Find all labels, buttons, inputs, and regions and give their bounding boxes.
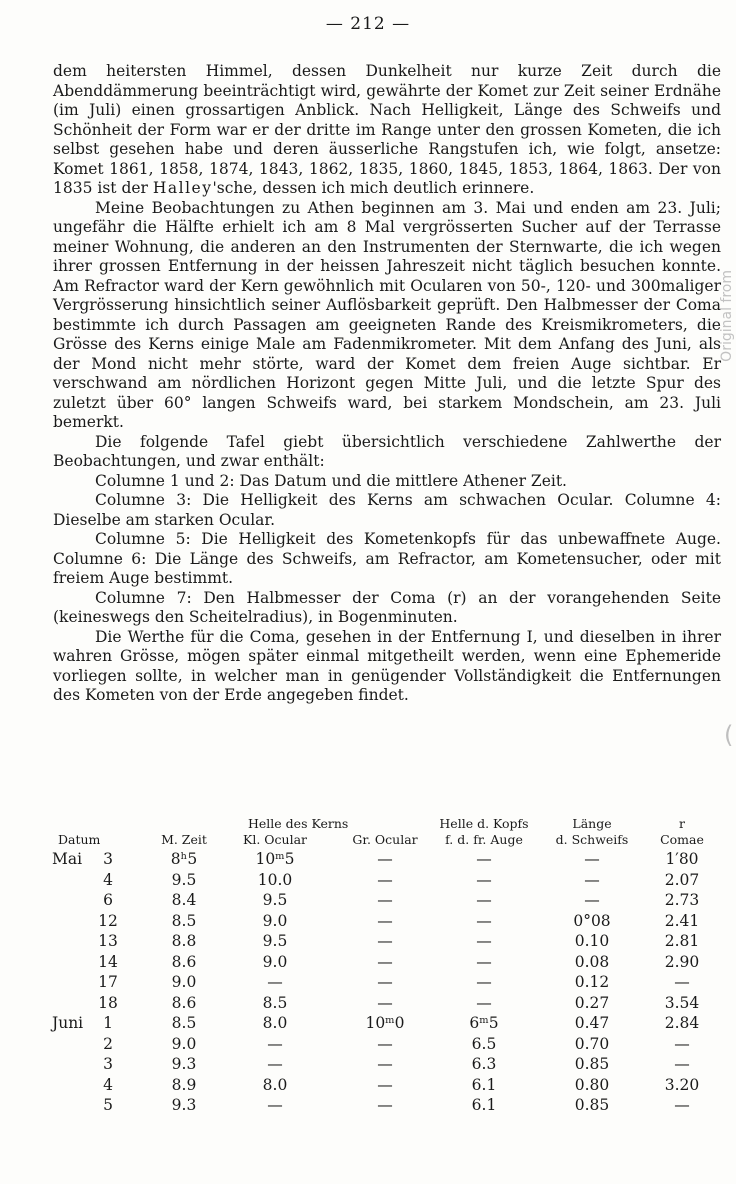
time-cell: 8.4 xyxy=(171,891,197,909)
kopf-cell: 6.3 xyxy=(471,1055,497,1073)
side-note: Original from xyxy=(719,270,735,362)
table-row xyxy=(42,1096,722,1117)
edge-mark: ( xyxy=(724,721,734,749)
text-segment: Die folgende Tafel giebt übersichtlich verschiedene Zahlwerthe der Beobachtungen, und zwar enthält: xyxy=(53,432,721,470)
header-r: r xyxy=(679,816,685,831)
time-cell: 9.0 xyxy=(171,973,197,991)
table-row xyxy=(42,994,722,1015)
table-row xyxy=(42,1014,722,1035)
table-row xyxy=(42,932,722,953)
gr-ocular-cell: — xyxy=(377,952,393,971)
date-day: 1 xyxy=(103,1014,113,1032)
kopf-cell: — xyxy=(476,850,492,868)
date-day: 3 xyxy=(103,1055,113,1073)
text-segment: Die Werthe für die Coma, gesehen in der Entfernung I, und dieselben in ihrer wahren Grösse, mögen später einmal mitgetheilt werden, wenn eine Ephemeride vorliegen sollte, in welcher man in genügender Vollständigkeit die Entfernungen des Kometen von der Erde angegeben findet. xyxy=(53,627,721,704)
gr-ocular-cell: 10ᵐ0 xyxy=(365,1014,405,1032)
schweif-cell: — xyxy=(584,870,600,889)
time-cell: 8.5 xyxy=(171,911,197,930)
date-month: Juni xyxy=(52,1014,84,1032)
table-header xyxy=(42,812,722,850)
header-laenge: Länge xyxy=(572,816,612,831)
schweif-cell: 0°08 xyxy=(573,911,611,930)
paragraph xyxy=(53,433,721,472)
paragraph xyxy=(53,628,721,706)
time-cell: 9.0 xyxy=(171,1034,197,1053)
header-kopf-sub: f. d. fr. Auge xyxy=(445,832,523,847)
time-cell: 8.6 xyxy=(171,993,197,1012)
header-kerns-group: Helle des Kerns xyxy=(248,816,349,831)
date-day: 6 xyxy=(103,891,113,909)
schweif-cell: 0.47 xyxy=(574,1014,610,1032)
header-kl-ocular: Kl. Ocular xyxy=(242,832,307,847)
kopf-cell: — xyxy=(476,993,492,1012)
date-day: 13 xyxy=(98,932,118,950)
kl-ocular-cell: 8.0 xyxy=(262,1014,288,1032)
coma-cell: 2.84 xyxy=(664,1014,700,1032)
header-zeit: M. Zeit xyxy=(161,832,207,847)
time-cell: 9.5 xyxy=(171,870,197,889)
coma-cell: 2.41 xyxy=(664,911,700,930)
header-datum: Datum xyxy=(58,832,101,847)
kl-ocular-cell: 9.5 xyxy=(262,891,288,909)
date-day: 14 xyxy=(98,952,118,971)
text-segment: Columne 5: Die Helligkeit des Kometenkopfs für das unbewaffnete Auge. Columne 6: Die Länge des Schweifs, am Refractor, am Kometensucher, oder mit freiem Auge bestimmt. xyxy=(53,530,721,587)
date-day: 2 xyxy=(103,1034,113,1053)
kl-ocular-cell: 8.0 xyxy=(262,1075,288,1094)
kopf-cell: 6ᵐ5 xyxy=(469,1014,499,1032)
schweif-cell: 0.85 xyxy=(574,1096,610,1114)
table-row xyxy=(42,891,722,912)
observation-table xyxy=(42,812,722,1117)
time-cell: 9.3 xyxy=(171,1055,197,1073)
kl-ocular-cell: 9.0 xyxy=(262,911,288,930)
text-segment: 'sche, dessen ich mich deutlich erinnere. xyxy=(212,179,535,197)
gr-ocular-cell: — xyxy=(377,1075,393,1094)
time-cell: 8ʰ5 xyxy=(170,850,198,868)
kopf-cell: — xyxy=(476,973,492,991)
schweif-cell: 0.08 xyxy=(574,952,610,971)
gr-ocular-cell: — xyxy=(377,911,393,930)
table-row xyxy=(42,912,722,933)
schweif-cell: 0.27 xyxy=(574,993,610,1012)
schweif-cell: — xyxy=(584,850,600,868)
table-row xyxy=(42,850,722,871)
coma-cell: — xyxy=(674,1096,690,1114)
body-text xyxy=(53,62,721,706)
gr-ocular-cell: — xyxy=(377,973,393,991)
schweif-cell: 0.10 xyxy=(574,932,610,950)
kopf-cell: 6.5 xyxy=(471,1034,497,1053)
kopf-cell: — xyxy=(476,911,492,930)
table-row xyxy=(42,973,722,994)
text-segment: dem heitersten Himmel, dessen Dunkelheit nur kurze Zeit durch die Abenddämmerung beeinträchtigt wird, gewährte der Komet zur Zeit seiner Erdnähe (im Juli) einen grossartigen Anblick. Nach Helligkeit, Länge des Schweifs und Schönheit der Form war er der dritte im Range unter den grossen Kometen, die ich selbst gesehen habe und deren äusserliche Rangstufen ich, wie folgt, ansetze: Komet 1861, 1858, 1874, 1843, 1862, 1835, 1860, 1845, 1853, 1864, 1863. Der von 1835 ist der xyxy=(53,62,721,197)
kl-ocular-cell: — xyxy=(267,1055,283,1073)
gr-ocular-cell: — xyxy=(377,850,393,868)
date-day: 3 xyxy=(103,850,113,868)
coma-cell: — xyxy=(674,973,690,991)
time-cell: 8.8 xyxy=(171,932,197,950)
kl-ocular-cell: 9.0 xyxy=(262,952,288,971)
coma-cell: 2.90 xyxy=(664,952,700,971)
paragraph xyxy=(53,62,721,199)
table-row xyxy=(42,871,722,892)
coma-cell: — xyxy=(674,1034,690,1053)
text-segment: Columne 3: Die Helligkeit des Kerns am schwachen Ocular. Columne 4: Dieselbe am starken Ocular. xyxy=(53,491,721,529)
coma-cell: 3.20 xyxy=(664,1075,700,1094)
time-cell: 8.5 xyxy=(171,1014,197,1032)
spaced-name: Halley xyxy=(152,179,213,197)
coma-cell: 2.73 xyxy=(664,891,700,909)
date-day: 4 xyxy=(103,870,113,889)
paragraph xyxy=(53,530,721,589)
time-cell: 9.3 xyxy=(171,1096,197,1114)
kl-ocular-cell: 8.5 xyxy=(262,993,288,1012)
date-day: 4 xyxy=(103,1075,113,1094)
table-row xyxy=(42,953,722,974)
schweif-cell: 0.70 xyxy=(574,1034,610,1053)
schweif-cell: — xyxy=(584,891,600,909)
kopf-cell: — xyxy=(476,870,492,889)
schweif-cell: 0.80 xyxy=(574,1075,610,1094)
paragraph xyxy=(53,472,721,492)
table-row xyxy=(42,1055,722,1076)
gr-ocular-cell: — xyxy=(377,993,393,1012)
table-row xyxy=(42,1076,722,1097)
date-month: Mai xyxy=(52,850,83,868)
kopf-cell: 6.1 xyxy=(471,1096,497,1114)
gr-ocular-cell: — xyxy=(377,932,393,950)
header-comae: Comae xyxy=(660,832,704,847)
table-body xyxy=(42,850,722,1117)
header-gr-ocular: Gr. Ocular xyxy=(352,832,418,847)
kopf-cell: 6.1 xyxy=(471,1075,497,1094)
text-segment: Columne 7: Den Halbmesser der Coma (r) an der vorangehenden Seite (keineswegs den Scheitelradius), in Bogenminuten. xyxy=(53,588,721,626)
kl-ocular-cell: — xyxy=(267,973,283,991)
kl-ocular-cell: 10.0 xyxy=(257,870,293,889)
schweif-cell: 0.85 xyxy=(574,1055,610,1073)
kopf-cell: — xyxy=(476,891,492,909)
time-cell: 8.9 xyxy=(171,1075,197,1094)
gr-ocular-cell: — xyxy=(377,1096,393,1114)
gr-ocular-cell: — xyxy=(377,891,393,909)
kl-ocular-cell: 9.5 xyxy=(262,932,288,950)
gr-ocular-cell: — xyxy=(377,1034,393,1053)
date-day: 5 xyxy=(103,1096,113,1114)
paragraph xyxy=(53,199,721,433)
gr-ocular-cell: — xyxy=(377,1055,393,1073)
page-number: — 212 — xyxy=(325,14,411,34)
paragraph xyxy=(53,491,721,530)
coma-cell: 2.81 xyxy=(664,932,700,950)
coma-cell: — xyxy=(674,1055,690,1073)
coma-cell: 1′80 xyxy=(665,850,699,868)
text-segment: Columne 1 und 2: Das Datum und die mittlere Athener Zeit. xyxy=(95,471,567,490)
time-cell: 8.6 xyxy=(171,952,197,971)
kopf-cell: — xyxy=(476,932,492,950)
kopf-cell: — xyxy=(476,952,492,971)
kl-ocular-cell: — xyxy=(267,1034,283,1053)
date-day: 18 xyxy=(98,993,118,1012)
text-segment: Meine Beobachtungen zu Athen beginnen am 3. Mai und enden am 23. Juli; ungefähr die Hälfte erhielt ich am 8 Mal vergrösserten Sucher auf der Terrasse meiner Wohnung, die anderen an den Instrumenten der Sternwarte, die ich wegen ihrer grossen Entfernung in der heissen Jahreszeit nicht täglich besuchen konnte. Am Refractor ward der Kern gewöhnlich mit Ocularen von 50-, 120- und 300maliger Vergrösserung hinsichtlich seiner Auflösbarkeit geprüft. Den Halbmesser der Coma bestimmte ich durch Passagen am geeigneten Rande des Kreismikrometers, die Grösse des Kerns einige Male am Fadenmikrometer. Mit dem Anfang des Juni, als der Mond nicht mehr störte, ward der Komet dem freien Auge sichtbar. Er verschwand am nördlichen Horizont gegen Mitte Juli, und die letzte Spur des zuletzt über 60° langen Schweifs ward, bei starkem Mondschein, am 23. Juli bemerkt. xyxy=(53,198,721,431)
header-schweif-sub: d. Schweifs xyxy=(555,832,629,847)
gr-ocular-cell: — xyxy=(377,870,393,889)
date-day: 17 xyxy=(98,973,118,991)
date-day: 12 xyxy=(98,911,118,930)
kl-ocular-cell: — xyxy=(267,1096,283,1114)
header-kopf-group: Helle d. Kopfs xyxy=(439,816,529,831)
coma-cell: 3.54 xyxy=(664,993,700,1012)
paragraph xyxy=(53,589,721,628)
coma-cell: 2.07 xyxy=(664,870,700,889)
table-row xyxy=(42,1035,722,1056)
kl-ocular-cell: 10ᵐ5 xyxy=(255,850,295,868)
schweif-cell: 0.12 xyxy=(574,973,610,991)
